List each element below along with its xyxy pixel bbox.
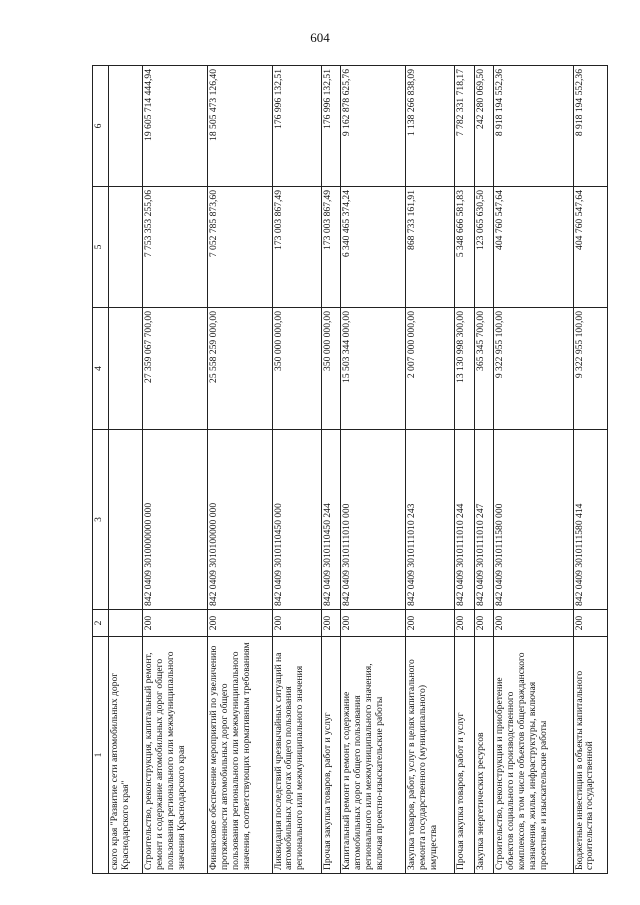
row-code: 842 0409 3010000000 000 xyxy=(143,430,208,610)
row-remaining: 7 782 331 718,17 xyxy=(455,66,474,187)
row-executed: 173 003 867,49 xyxy=(322,187,341,308)
column-header: 1 xyxy=(93,637,109,874)
row-approved: 365 345 700,00 xyxy=(474,308,493,430)
column-header: 6 xyxy=(93,66,109,187)
row-code: 842 0409 3010100000 000 xyxy=(207,430,272,610)
row-name: Прочая закупка товаров, работ и услуг xyxy=(455,637,474,874)
row-remaining: 176 996 132,51 xyxy=(272,66,321,187)
table-row xyxy=(341,66,406,874)
row-code: 842 0409 3010111580 414 xyxy=(573,430,607,610)
row-admin: 200 xyxy=(272,610,321,637)
row-approved: 350 000 000,00 xyxy=(322,308,341,430)
row-name: Закупка товаров, работ, услуг в целях капитального ремонта государственного (муниципального) имущества xyxy=(405,637,454,874)
row-code: 842 0409 3010111010 244 xyxy=(455,430,474,610)
table-row xyxy=(405,66,454,874)
row-executed xyxy=(109,187,143,308)
row-admin: 200 xyxy=(143,610,208,637)
row-admin: 200 xyxy=(322,610,341,637)
row-name: Закупка энергетических ресурсов xyxy=(474,637,493,874)
row-approved: 27 359 067 700,00 xyxy=(143,308,208,430)
table-row xyxy=(455,66,474,874)
row-admin xyxy=(109,610,143,637)
row-code: 842 0409 3010110450 244 xyxy=(322,430,341,610)
row-remaining: 18 505 473 126,40 xyxy=(207,66,272,187)
row-name: Капитальный ремонт и ремонт, содержание автомобильных дорог общего пользования регионального или межмуниципального значения, включая проектно-изыскательские работы xyxy=(341,637,406,874)
table-row xyxy=(109,66,143,874)
row-executed: 123 065 630,50 xyxy=(474,187,493,308)
table-row xyxy=(573,66,607,874)
table-row xyxy=(143,66,208,874)
row-remaining: 176 996 132,51 xyxy=(322,66,341,187)
row-approved: 15 503 344 000,00 xyxy=(341,308,406,430)
row-approved xyxy=(109,308,143,430)
table-header-row xyxy=(93,66,109,874)
row-admin: 200 xyxy=(207,610,272,637)
column-header: 4 xyxy=(93,308,109,430)
row-admin: 200 xyxy=(341,610,406,637)
row-remaining: 8 918 194 552,36 xyxy=(493,66,573,187)
row-executed: 7 052 785 873,60 xyxy=(207,187,272,308)
row-remaining: 19 605 714 444,94 xyxy=(143,66,208,187)
row-executed: 7 753 353 255,06 xyxy=(143,187,208,308)
row-code: 842 0409 3010111010 243 xyxy=(405,430,454,610)
row-code: 842 0409 3010110450 000 xyxy=(272,430,321,610)
row-admin: 200 xyxy=(573,610,607,637)
table-row xyxy=(207,66,272,874)
row-code: 842 0409 3010111010 000 xyxy=(341,430,406,610)
row-name: Ликвидация последствий чрезвычайных ситуаций на автомобильных дорогах общего пользования регионального или межмуниципального значения xyxy=(272,637,321,874)
row-name: Строительство, реконструкция и приобретение объектов социального и производственного комплексов, в том числе объектов общегражданского назначения, жилья, инфраструктуры, включая проектные и изыскательские работы xyxy=(493,637,573,874)
column-header: 5 xyxy=(93,187,109,308)
row-executed: 404 760 547,64 xyxy=(573,187,607,308)
row-executed: 404 760 547,64 xyxy=(493,187,573,308)
row-code: 842 0409 3010111010 247 xyxy=(474,430,493,610)
row-remaining: 1 138 266 838,09 xyxy=(405,66,454,187)
row-code: 842 0409 3010111580 000 xyxy=(493,430,573,610)
row-code xyxy=(109,430,143,610)
row-admin: 200 xyxy=(455,610,474,637)
row-approved: 9 322 955 100,00 xyxy=(493,308,573,430)
column-header: 3 xyxy=(93,430,109,610)
row-approved: 9 322 955 100,00 xyxy=(573,308,607,430)
rotated-table-container xyxy=(92,66,608,874)
row-remaining xyxy=(109,66,143,187)
row-admin: 200 xyxy=(474,610,493,637)
row-executed: 868 733 161,91 xyxy=(405,187,454,308)
table-row xyxy=(322,66,341,874)
budget-table xyxy=(92,65,608,874)
row-name: ского края "Развитие сети автомобильных дорог Краснодарского края" xyxy=(109,637,143,874)
row-admin: 200 xyxy=(405,610,454,637)
table-row xyxy=(272,66,321,874)
row-executed: 6 340 465 374,24 xyxy=(341,187,406,308)
row-name: Прочая закупка товаров, работ и услуг xyxy=(322,637,341,874)
row-approved: 350 000 000,00 xyxy=(272,308,321,430)
page-number: 604 xyxy=(310,30,330,45)
row-executed: 173 003 867,49 xyxy=(272,187,321,308)
row-name: Строительство, реконструкция, капитальный ремонт, ремонт и содержание автомобильных дорог общего пользования регионального или межмуниципального значения Краснодарского края xyxy=(143,637,208,874)
row-admin: 200 xyxy=(493,610,573,637)
row-approved: 2 007 000 000,00 xyxy=(405,308,454,430)
row-name: Финансовое обеспечение мероприятий по увеличению протяженности автомобильных дорог общего пользования регионального или межмуниципального значения, соответствующих нормативным требованиям xyxy=(207,637,272,874)
row-executed: 5 348 666 581,83 xyxy=(455,187,474,308)
row-name: Бюджетные инвестиции в объекты капитального строительства государственной xyxy=(573,637,607,874)
row-approved: 13 130 998 300,00 xyxy=(455,308,474,430)
row-remaining: 242 280 069,50 xyxy=(474,66,493,187)
row-remaining: 8 918 194 552,36 xyxy=(573,66,607,187)
row-remaining: 9 162 878 625,76 xyxy=(341,66,406,187)
table-row xyxy=(474,66,493,874)
row-approved: 25 558 259 000,00 xyxy=(207,308,272,430)
table-row xyxy=(493,66,573,874)
column-header: 2 xyxy=(93,610,109,637)
